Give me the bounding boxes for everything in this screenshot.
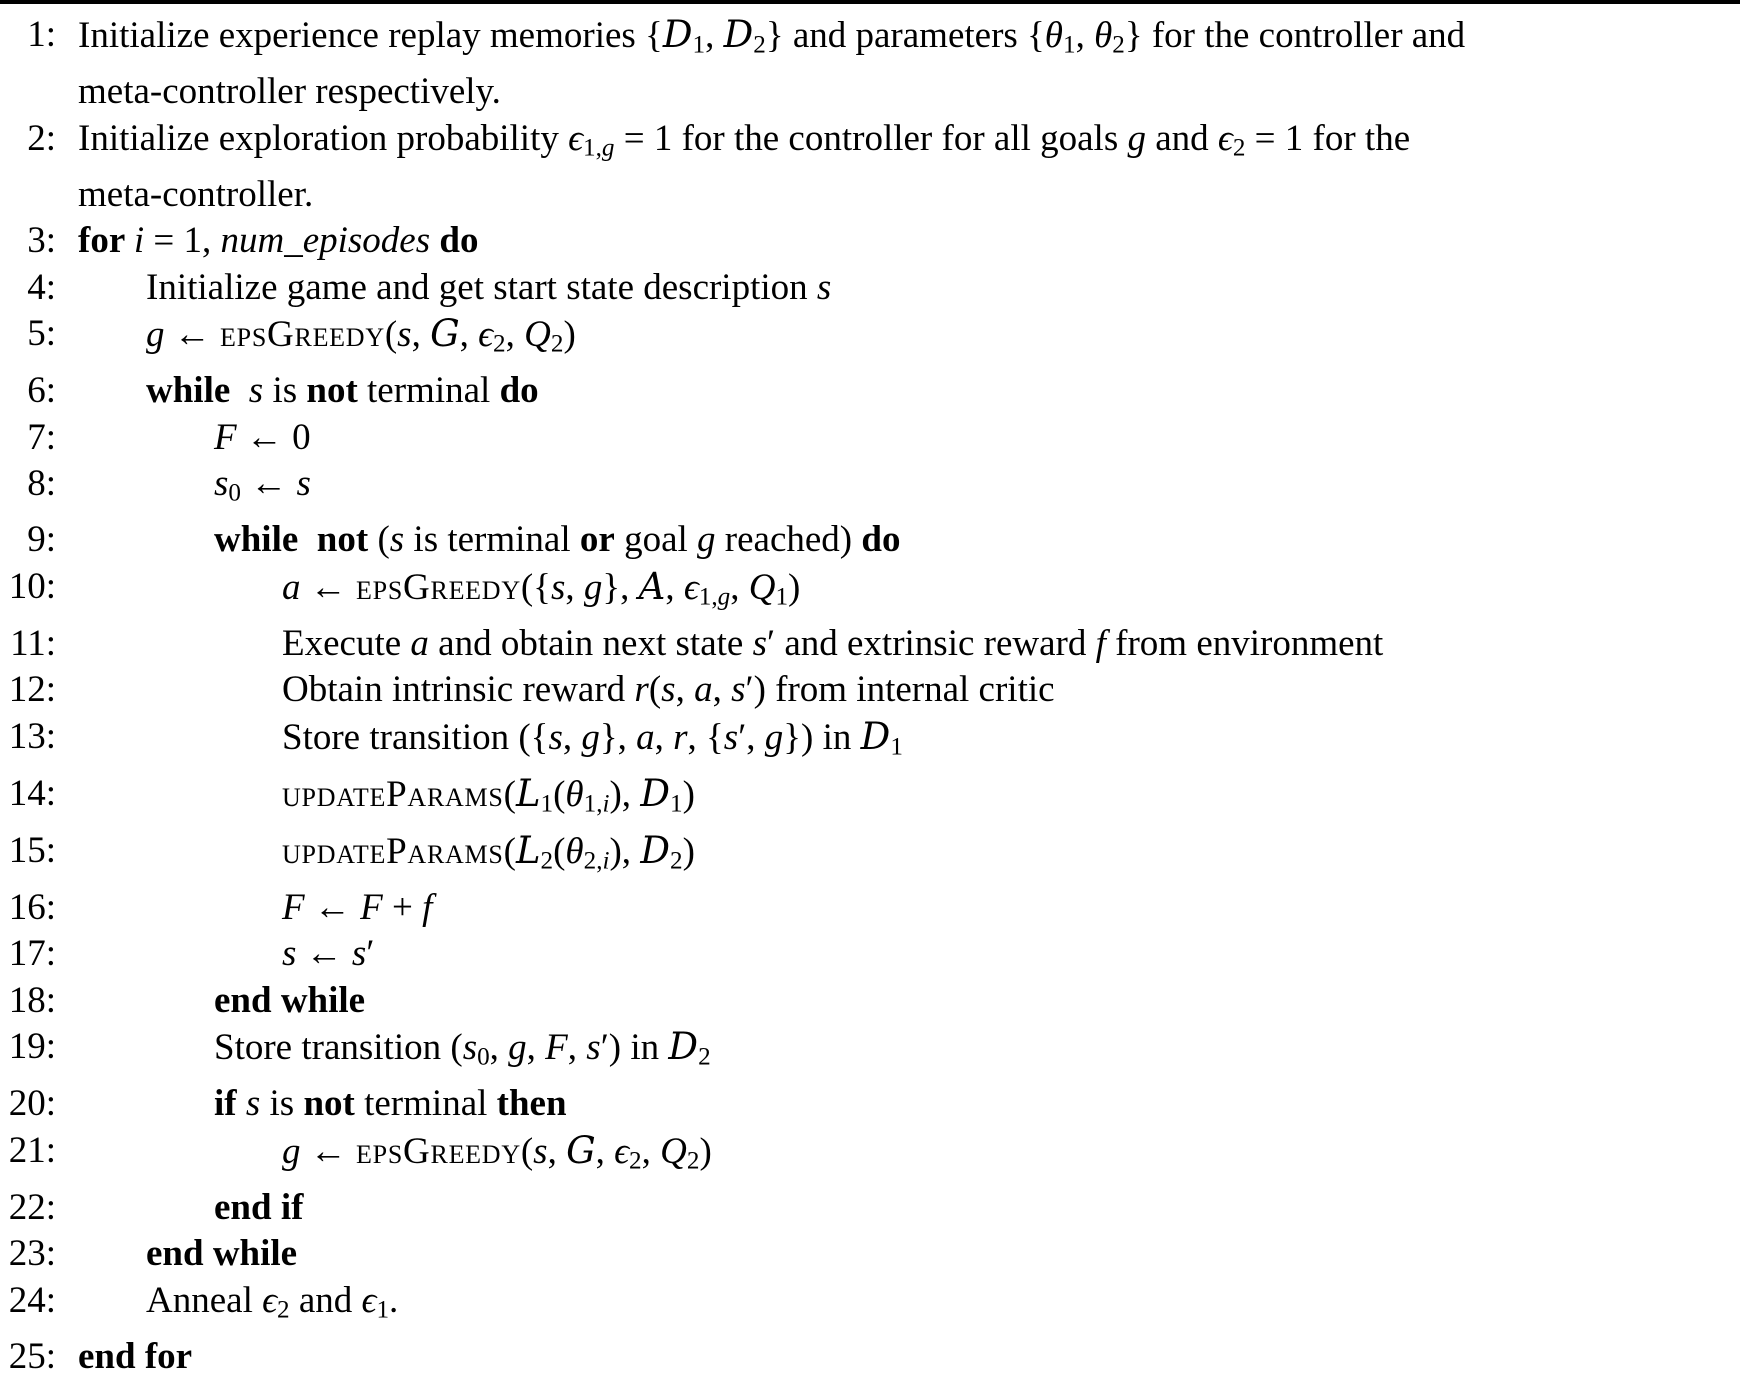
line-segment: Anneal [146, 1279, 263, 1321]
line-number: 24: [8, 1279, 56, 1321]
line-segment: ← [304, 886, 361, 928]
line-segment: = 1 for the controller for all goals [614, 117, 1128, 159]
line-segment: , [675, 669, 695, 711]
line-number: 9: [27, 519, 56, 561]
line-segment: then [496, 1083, 567, 1125]
line-segment: }, [599, 716, 637, 758]
line-text [282, 771, 695, 828]
line-segment: , [565, 566, 584, 608]
line-segment: 2 [669, 847, 683, 875]
line-segment: reached) [715, 519, 862, 561]
line-segment: , [730, 566, 749, 608]
line-segment: Initialize exploration probability [78, 117, 569, 159]
line-text [146, 1231, 297, 1278]
line-text [214, 978, 365, 1025]
algorithm-line [0, 621, 1740, 668]
line-segment: updateParams [282, 773, 504, 815]
line-segment: ′ [766, 622, 776, 664]
algorithm-line [0, 311, 1740, 368]
line-segment: ϵ [1217, 117, 1233, 159]
line-segment: , [489, 1027, 509, 1069]
algorithm-line [0, 931, 1740, 978]
line-number: 10: [8, 565, 56, 607]
line-segment: ({ [520, 566, 551, 608]
line-segment: g [717, 583, 731, 611]
line-segment: 2 [698, 1043, 711, 1071]
line-segment: s [245, 1083, 261, 1125]
line-segment: D [640, 828, 670, 872]
line-segment: 1, [698, 583, 718, 611]
line-segment: g [583, 566, 603, 608]
algorithm-line [0, 1231, 1740, 1278]
line-segment: ), [609, 773, 641, 815]
line-segment: 2 [1112, 31, 1125, 59]
line-segment: ( [503, 773, 516, 815]
line-segment: Q [748, 566, 776, 608]
line-number: 6: [27, 370, 56, 412]
line-segment: s [661, 669, 676, 711]
line-segment: ← [240, 463, 297, 505]
line-number: 23: [8, 1233, 56, 1275]
line-segment: }) in [783, 716, 861, 758]
line-text [214, 1024, 711, 1081]
algorithm-line [0, 978, 1740, 1025]
line-number: 16: [8, 886, 56, 928]
line-text [78, 116, 1410, 219]
line-segment: meta-controller respectively. [78, 71, 501, 113]
line-number: 22: [8, 1186, 56, 1228]
line-segment: , [665, 566, 684, 608]
algorithm-line [0, 116, 1740, 219]
line-segment: s [586, 1027, 601, 1069]
line-segment: Initialize experience replay memories { [78, 15, 663, 56]
line-number: 21: [8, 1129, 56, 1171]
line-segment: i [602, 847, 610, 875]
line-segment: g [1127, 117, 1146, 159]
line-segment: F [282, 886, 305, 928]
line-segment: 2, [583, 847, 603, 875]
algorithm-line [0, 1278, 1740, 1334]
line-text [146, 265, 831, 312]
line-segment: Initialize game and get start state description [146, 266, 817, 308]
line-segment: do [861, 519, 901, 561]
line-segment: 1 [376, 1296, 390, 1324]
line-segment: = 1 for the [1245, 117, 1411, 159]
line-segment: , [1075, 15, 1095, 56]
line-segment: s [752, 622, 767, 664]
line-segment: end while [146, 1233, 298, 1275]
line-segment: ← [164, 314, 220, 356]
line-segment: i [133, 220, 145, 262]
line-segment: terminal [357, 370, 500, 412]
algorithm-line [0, 1024, 1740, 1081]
line-number: 2: [27, 117, 56, 159]
algorithm-line [0, 461, 1740, 517]
line-segment: ( [520, 1130, 534, 1172]
line-segment: 1 [1062, 31, 1076, 59]
line-number: 17: [8, 933, 56, 975]
line-segment: Store transition ( [214, 1027, 463, 1069]
line-segment: s [550, 566, 566, 608]
line-segment: F [214, 416, 237, 458]
line-segment: g [508, 1027, 527, 1069]
line-segment: 2 [550, 330, 564, 358]
line-segment: ( [553, 830, 566, 872]
line-segment: s [397, 314, 412, 356]
line-segment: ϵ [478, 314, 494, 356]
line-segment: ϵ [683, 566, 699, 608]
line-segment: ′ [366, 933, 375, 975]
line-segment: s [462, 1027, 478, 1069]
line-segment: , [746, 716, 765, 758]
line-text [78, 12, 1465, 116]
line-segment: a [694, 669, 713, 711]
line-segment: and [1145, 117, 1218, 159]
line-segment: } for the controller and [1124, 15, 1466, 56]
line-segment: if [214, 1083, 246, 1125]
line-segment: 0 [477, 1043, 490, 1071]
line-segment [430, 220, 439, 261]
line-number: 11: [10, 622, 56, 664]
algorithm-line [0, 1081, 1740, 1128]
line-text [282, 931, 374, 978]
line-segment: ← [300, 1130, 356, 1172]
algorithm-line [0, 564, 1740, 621]
line-segment: from environment [1105, 622, 1384, 664]
line-segment: 0 [228, 479, 241, 507]
line-segment: , [712, 669, 732, 711]
line-text [214, 461, 311, 517]
line-segment: ϵ [614, 1130, 630, 1172]
line-segment: f [422, 886, 433, 928]
line-segment: . [389, 1279, 399, 1321]
line-segment: ϵ [262, 1279, 278, 1321]
line-segment: L [515, 771, 541, 815]
line-segment: A [638, 564, 666, 608]
line-segment: D [662, 13, 693, 56]
line-segment: + [382, 886, 423, 928]
line-segment: i [602, 790, 610, 818]
line-segment: } and parameters { [765, 15, 1045, 56]
line-segment: Obtain intrinsic reward [282, 669, 635, 711]
line-segment: 1 [540, 790, 554, 818]
line-segment: ← [300, 566, 356, 608]
line-segment: ( [553, 773, 566, 815]
line-segment: 1 [890, 733, 903, 761]
line-segment: is terminal [404, 519, 580, 561]
line-number: 7: [27, 416, 56, 458]
line-segment: , [654, 716, 674, 758]
line-number: 5: [27, 313, 56, 355]
algorithm-line [0, 12, 1740, 116]
line-segment: r [673, 716, 688, 758]
line-segment: not [306, 370, 358, 412]
line-segment: s [389, 519, 405, 561]
line-number: 25: [8, 1335, 56, 1377]
line-segment: not [316, 519, 369, 561]
line-segment: ) [563, 314, 576, 356]
line-text [214, 517, 900, 564]
algorithm-line [0, 1334, 1740, 1380]
line-segment: F [545, 1027, 568, 1069]
line-segment: ), [609, 830, 641, 872]
line-segment: s [296, 463, 311, 505]
line-segment: , [505, 314, 525, 356]
line-segment: s [351, 933, 367, 975]
line-text [282, 564, 800, 621]
line-segment: s [214, 463, 229, 505]
line-segment: , [595, 1130, 615, 1172]
line-number: 8: [27, 463, 56, 505]
line-segment: not [303, 1083, 355, 1125]
line-segment: s [533, 1130, 548, 1172]
line-segment: is [263, 370, 307, 412]
line-segment: 2 [493, 330, 506, 358]
line-segment: g [601, 134, 615, 162]
line-segment: D [723, 13, 754, 56]
line-segment: }, [602, 566, 639, 608]
line-number: 12: [8, 669, 56, 711]
line-segment: 2 [1232, 134, 1246, 162]
line-segment: Store transition ({ [282, 716, 549, 758]
line-segment: g [146, 314, 165, 356]
line-segment: 1 [669, 790, 683, 818]
line-segment: ) in [608, 1027, 669, 1069]
algorithm-line [0, 1185, 1740, 1232]
line-segment: a [282, 566, 301, 608]
algorithm-body [0, 4, 1740, 1380]
line-segment: while [214, 519, 299, 561]
line-segment: epsGreedy [220, 314, 385, 356]
line-text [282, 714, 903, 771]
line-segment: D [860, 714, 891, 758]
line-segment: s [723, 716, 739, 758]
line-text [214, 1081, 567, 1128]
line-number: 19: [8, 1026, 56, 1068]
line-segment: s [282, 933, 297, 975]
line-segment: s [731, 669, 746, 711]
line-segment: a [636, 716, 655, 758]
line-segment: f [1095, 622, 1106, 664]
line-segment: ′ [738, 716, 747, 758]
line-segment: goal [614, 519, 698, 561]
line-segment: ) [788, 566, 801, 608]
line-segment: G [430, 312, 460, 356]
line-segment: ← [296, 933, 352, 975]
line-number: 13: [8, 715, 56, 757]
line-segment: g [764, 716, 784, 758]
line-segment: , [547, 1130, 567, 1172]
line-segment: Q [524, 314, 551, 356]
line-segment: 1, [583, 790, 603, 818]
line-segment: θ [565, 773, 584, 815]
line-text [282, 621, 1383, 668]
line-segment: θ [1044, 15, 1063, 56]
line-text [78, 1334, 192, 1380]
line-segment: ) [682, 773, 695, 815]
line-segment: end if [214, 1186, 304, 1228]
line-segment: do [499, 370, 539, 412]
line-segment: end while [214, 979, 366, 1021]
line-segment: end for [78, 1335, 193, 1377]
line-number: 3: [27, 220, 56, 262]
line-text [146, 368, 539, 415]
line-segment: Execute [282, 622, 411, 664]
line-segment: s [548, 716, 563, 758]
line-segment: D [640, 771, 670, 815]
line-segment: 2 [629, 1147, 642, 1175]
algorithm-line [0, 218, 1740, 265]
line-segment: D [668, 1025, 699, 1069]
line-segment: , [526, 1027, 546, 1069]
line-text [214, 1185, 303, 1232]
line-text [78, 218, 478, 265]
line-segment: is [260, 1083, 304, 1125]
line-text [282, 828, 695, 885]
line-segment: while [146, 370, 231, 412]
line-segment: 1 [692, 31, 706, 59]
algorithm-line [0, 828, 1740, 885]
line-segment: ) [682, 830, 695, 872]
line-segment: g [697, 519, 716, 561]
line-number: 14: [8, 772, 56, 814]
line-number: 1: [27, 14, 56, 55]
line-segment: ′ [745, 669, 754, 711]
line-segment: terminal [354, 1083, 497, 1125]
line-segment: ϵ [361, 1279, 377, 1321]
algorithm-line [0, 667, 1740, 714]
line-text [282, 885, 432, 932]
line-segment: and [289, 1279, 362, 1321]
line-segment: for [78, 220, 134, 262]
line-segment: or [579, 519, 615, 561]
line-text [214, 415, 311, 462]
line-text [282, 667, 1055, 714]
line-segment: r [634, 669, 649, 711]
line-segment: ( [648, 669, 662, 711]
line-segment: G [566, 1128, 596, 1172]
line-segment: g [282, 1130, 301, 1172]
line-segment: ( [368, 519, 390, 561]
line-text [146, 311, 576, 368]
algorithm-line [0, 714, 1740, 771]
line-segment: and extrinsic reward [775, 622, 1096, 664]
line-segment: 2 [277, 1296, 290, 1324]
line-segment: g [581, 716, 600, 758]
line-segment: , { [687, 716, 724, 758]
algorithm-line [0, 1128, 1740, 1185]
line-segment: = 1, [144, 220, 221, 262]
line-segment: θ [565, 830, 584, 872]
algorithm-line [0, 885, 1740, 932]
line-segment: updateParams [282, 830, 504, 872]
line-segment: ) [699, 1130, 712, 1172]
line-number: 20: [8, 1083, 56, 1125]
line-text [146, 1278, 398, 1334]
line-text [282, 1128, 712, 1185]
line-segment: 2 [686, 1147, 700, 1175]
line-segment [230, 370, 249, 411]
line-segment: s [248, 370, 264, 412]
line-segment: ′ [600, 1027, 609, 1069]
algorithm-line [0, 415, 1740, 462]
line-segment [298, 519, 317, 560]
line-segment: s [816, 266, 832, 308]
line-segment: and obtain next state [428, 622, 753, 664]
algorithm-line [0, 368, 1740, 415]
line-segment: Q [660, 1130, 687, 1172]
line-segment: epsGreedy [356, 1130, 521, 1172]
line-segment: epsGreedy [356, 566, 521, 608]
line-segment: 2 [540, 847, 554, 875]
line-segment: 1, [583, 134, 602, 162]
line-segment: , [562, 716, 582, 758]
line-number: 18: [8, 979, 56, 1021]
line-segment: , [567, 1027, 587, 1069]
line-segment: F [360, 886, 383, 928]
line-segment: 2 [753, 31, 766, 59]
line-segment: , [641, 1130, 661, 1172]
line-segment: , [705, 15, 724, 56]
line-segment: a [410, 622, 429, 664]
line-number: 15: [8, 829, 56, 871]
line-segment: , [411, 314, 431, 356]
line-segment: num_episodes [220, 220, 431, 262]
line-segment: ( [503, 830, 516, 872]
line-segment: 1 [775, 583, 789, 611]
line-segment: , [459, 314, 479, 356]
line-segment: ) from internal critic [753, 669, 1055, 711]
line-segment: ( [384, 314, 398, 356]
line-number: 4: [27, 266, 56, 308]
line-segment: ← 0 [236, 416, 311, 458]
line-segment: do [439, 220, 479, 262]
algorithm-line [0, 771, 1740, 828]
algorithm-line [0, 517, 1740, 564]
line-segment: meta-controller. [78, 173, 314, 215]
line-segment: θ [1094, 15, 1113, 56]
line-segment: L [515, 828, 541, 872]
algorithm-line [0, 265, 1740, 312]
line-segment: ϵ [568, 117, 584, 159]
